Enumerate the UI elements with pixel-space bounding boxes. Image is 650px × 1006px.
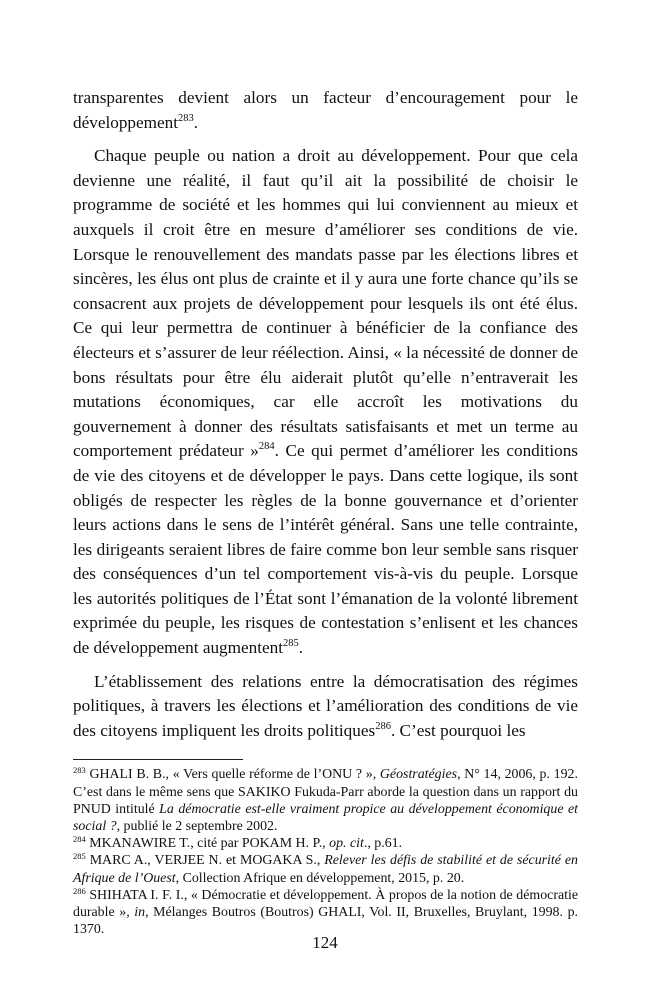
text-run: . (193, 112, 199, 132)
text-run: . (298, 638, 304, 658)
text-run: transparentes devient alors un facteur d’encouragement pour le développement (73, 88, 578, 132)
footnotes (73, 766, 578, 938)
footnote-text: , Collection Afrique en développement, 2015, p. 20. (175, 870, 465, 886)
footnote-number: 284 (73, 834, 86, 845)
footnote-italic: in, (134, 905, 149, 921)
footnote-text: GHALI B. B., « Vers quelle réforme de l’ONU ? », (85, 767, 380, 783)
footnote-italic: op. cit (329, 836, 364, 852)
text-run: . Ce qui permet d’améliorer les conditions de vie des citoyens et de développer le pays. Dans cette logique, ils sont obligés de respecter les règles de la bonne gouvernance et d’orienter leurs actions dans le sens de l’intérêt général. Sans une telle contrainte, les dirigeants seraient libres de faire comme bon leur semble sans risquer des conséquences d’un tel comportement vis-à-vis du peuple. Lorsque les autorités politiques de l’État sont l’émanation de la volonté librement exprimée du peuple, les risques de contestation s’enlisent et les chances de développement augmentent (73, 441, 578, 658)
footnote-285 (73, 852, 578, 886)
footnote-ref-284[interactable]: 284 (258, 441, 275, 453)
body-text (73, 86, 578, 743)
footnote-text: , publié le 2 septembre 2002. (116, 819, 278, 835)
footnote-284 (73, 835, 578, 852)
text-run: Chaque peuple ou nation a droit au développement. Pour que cela devienne une réalité, il faut qu’il ait la possibilité de choisir le programme de société et les hommes qui lui conviennent au mieux et auxquels il croit être en mesure d’améliorer ses conditions de vie. Lorsque le renouvellement des mandats passe par les élections libres et sincères, les élus ont plus de crainte et il y aura une forte chance qu’ils se consacrent aux projets de développement pour lesquels ils ont été élus. Ce qui leur permettra de continuer à bénéficier de la confiance des électeurs et s’assurer de leur réélection. Ainsi, « la nécessité de donner de bons résultats pour être élu aiderait plutôt qu’elle n’entraverait les mutations économiques, car elle accroît les motivations du gouvernement à donner des résultats satisfaisants et met un terme au comportement prédateur » (73, 146, 578, 461)
footnote-ref-286[interactable]: 286 (375, 720, 391, 732)
paragraph-1 (73, 86, 578, 135)
footnote-ref-283[interactable]: 283 (178, 112, 194, 124)
footnote-ref-285[interactable]: 285 (283, 638, 299, 650)
footnote-283 (73, 766, 578, 835)
footnote-italic: Géostratégies (379, 767, 458, 783)
footnote-text: MKANAWIRE T., cité par POKAM H. P., (85, 836, 330, 852)
footnote-number: 285 (73, 851, 86, 862)
page-number: 124 (312, 933, 338, 952)
paragraph-3 (73, 670, 578, 744)
footnote-text: SHIHATA I. F. I., « Démocratie et développement. À propos de la notion de démocratie durable », (73, 887, 578, 921)
footnote-286 (73, 887, 578, 939)
page-content (73, 86, 578, 938)
paragraph-2 (73, 144, 578, 660)
footnote-number: 286 (73, 885, 86, 896)
footnote-italic: Relever les défis de stabilité et de sécurité en Afrique de l’Ouest (73, 853, 578, 886)
footnote-text: , N° 14, 2006, p. 192. C’est dans le même sens que SAKIKO Fukuda-Parr aborde la question dans un rapport du PNUD intitulé (73, 767, 578, 817)
footnote-number: 283 (73, 765, 86, 776)
text-run: L’établissement des relations entre la démocratisation des régimes politiques, à travers les élections et l’amélioration des conditions de vie des citoyens impliquent les droits politiques (73, 671, 578, 740)
footnote-text: ., p.61. (363, 836, 403, 852)
footnote-divider (73, 759, 243, 760)
footnote-italic: La démocratie est-elle vraiment propice au développement économique et social ? (73, 801, 579, 835)
text-run: . C’est pourquoi les (390, 720, 526, 740)
footnote-text: Mélanges Boutros (Boutros) GHALI, Vol. II, Bruxelles, Bruylant, 1998. p. 1370. (73, 905, 578, 938)
footnote-text: MARC A., VERJEE N. et MOGAKA S., (85, 853, 325, 869)
